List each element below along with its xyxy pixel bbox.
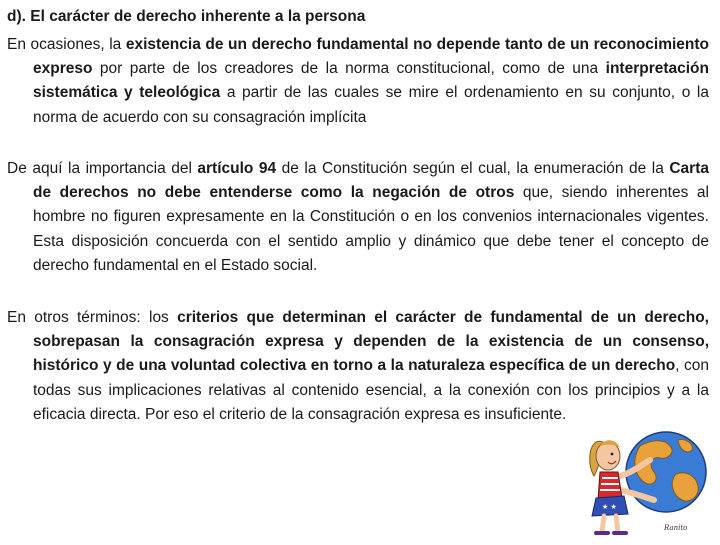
body-text: De aquí la importancia del xyxy=(7,160,198,177)
body-text: a partir de las cuales se mire el ordenamiento en su conjunto, o la norma de acuerdo con su consagración implícita xyxy=(33,84,709,126)
body-text: En otros términos: los xyxy=(7,309,178,326)
body-text: En ocasiones, la xyxy=(7,36,126,53)
emphasis-text: Carta de derechos no debe entenderse como la negación de otros xyxy=(33,160,709,202)
emphasis-text: existencia de un derecho fundamental no depende tanto de un reconocimiento expreso xyxy=(33,36,710,78)
paragraph-1 xyxy=(7,33,709,130)
emphasis-text: interpretación sistemática y teleológica xyxy=(33,60,709,102)
body-text: de la Constitución según el cual, la enumeración de la xyxy=(276,160,670,177)
emphasis-text: criterios que determinan el carácter de fundamental de un derecho, sobrepasan la consagración expresa y dependen de la existencia de un consenso, histórico y de una voluntad colectiva en torno a la naturaleza específica de un derecho xyxy=(33,309,709,375)
body-text: por parte de los creadores de la norma constitucional, como de una xyxy=(92,60,606,78)
section-heading: d). El carácter de derecho inherente a la persona xyxy=(7,8,366,25)
clipart-drawing xyxy=(578,426,716,540)
paragraph-3 xyxy=(7,306,709,427)
body-text: , con todas sus implicaciones relativas al contenido esencial, a la conexión con los principios y a la eficacia directa. Por eso el criterio de la consagración expresa es insuficiente. xyxy=(33,357,709,423)
child-hugging-globe-icon xyxy=(578,426,716,540)
body-text: que, siendo inherentes al hombre no figuren expresamente en la Constitución o en los convenios internacionales vigentes. Esta disposición concuerda con el sentido amplio y dinámico que debe tener el concepto de derecho fundamental en el Estado social. xyxy=(33,184,709,274)
signature: Ranito xyxy=(664,524,688,532)
paragraph-2 xyxy=(7,157,709,278)
emphasis-text: artículo 94 xyxy=(197,160,277,177)
svg-text:★ ★: ★ ★ xyxy=(602,503,617,511)
